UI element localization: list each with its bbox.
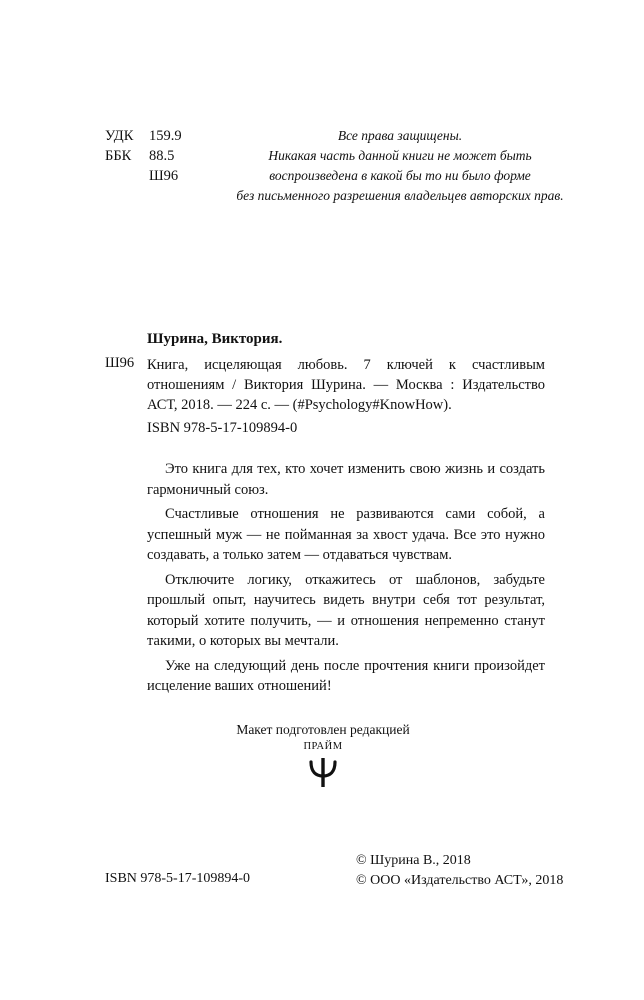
psi-icon xyxy=(307,756,339,788)
rights-line: Все права защищены. xyxy=(337,128,463,143)
code-key xyxy=(105,166,149,186)
classification-codes xyxy=(105,126,182,186)
annotation xyxy=(147,459,545,701)
copyright-block xyxy=(356,851,563,891)
annotation-paragraph: Отключите логику, откажитесь от шаблонов, забудьте прошлый опыт, научитесь видеть внутри себя тот результат, который хотите получить, — и отношения непременно станут такими, о которых вы мечтали. xyxy=(147,571,545,649)
code-row-bbk xyxy=(105,146,182,166)
annotation-paragraph: Это книга для тех, кто хочет изменить свою жизнь и создать гармоничный союз. xyxy=(147,461,545,498)
copyright-line: © Шурина В., 2018 xyxy=(356,853,471,868)
annotation-paragraph: Уже на следующий день после прочтения книги произойдет исцеление ваших отношений! xyxy=(147,657,545,694)
code-key: ББК xyxy=(105,148,132,164)
footer-isbn: ISBN 978-5-17-109894-0 xyxy=(105,871,251,886)
copyright-line: © ООО «Издательство АСТ», 2018 xyxy=(356,873,564,888)
code-value: 159.9 xyxy=(149,128,182,144)
bib-isbn: ISBN 978-5-17-109894-0 xyxy=(147,420,298,436)
code-value: Ш96 xyxy=(149,168,179,184)
prepared-by: Макет подготовлен редакцией xyxy=(236,722,410,737)
code-row-udk xyxy=(105,126,182,146)
bib-record: Книга, исцеляющая любовь. 7 ключей к счастливым отношениям / Виктория Шурина. — Москва : Издательство АСТ, 2018. — 224 с. — (#Psychology#KnowHow). xyxy=(147,357,545,413)
rights-line: Никакая часть данной книги не может быть xyxy=(268,148,532,163)
code-row-author-sign xyxy=(105,166,182,186)
bib-author: Шурина, Виктория. xyxy=(147,331,283,347)
code-key: УДК xyxy=(105,128,134,144)
rights-line: воспроизведена в какой бы то ни было форме xyxy=(269,168,531,183)
imprint-name: ПРАЙМ xyxy=(303,741,343,752)
annotation-paragraph: Счастливые отношения не развиваются сами собой, а успешный муж — не пойманная за хвост удача. Все это нужно создавать, а только затем — отдаваться чувствам. xyxy=(147,506,545,563)
code-value: 88.5 xyxy=(149,148,175,164)
bib-index: Ш96 xyxy=(105,355,135,371)
rights-notice xyxy=(230,126,570,206)
rights-line: без письменного разрешения владельцев авторских прав. xyxy=(236,188,564,203)
